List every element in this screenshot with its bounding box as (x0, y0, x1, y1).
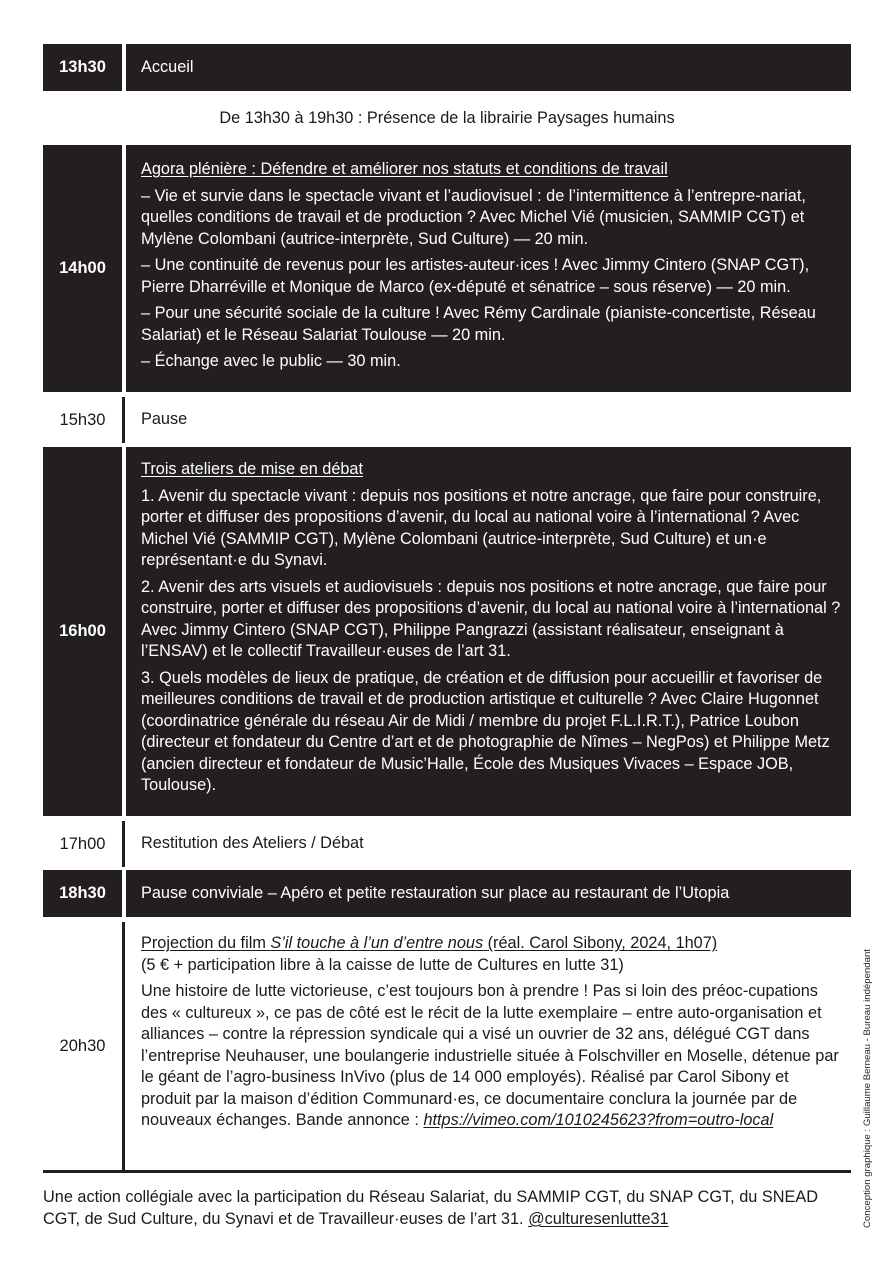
trailer-link[interactable]: https://vimeo.com/1010245623?from=outro-local (423, 1111, 774, 1129)
film-heading (141, 933, 841, 955)
ateliers-title: Trois ateliers de mise en débat (141, 460, 364, 478)
row-content (141, 459, 841, 816)
time-label: 18h30 (59, 884, 106, 902)
film-price: (5 € + participation libre à la caisse de lutte de Cultures en lutte 31) (141, 955, 624, 974)
agora-item: – Une continuité de revenus pour les artistes-auteur·ices ! Avec Jimmy Cintero (SNAP CGT), Pierre Dharréville et Monique de Marco (ex-député et sénatrice – sous réserve) — 20 min. (141, 256, 810, 296)
row-title (141, 44, 841, 91)
atelier-item: 3. Quels modèles de lieux de pratique, de création et de diffusion pour accueillir et favoriser de meilleures conditions de travail et de production artistique et culturelle ? Avec Claire Hugonnet (coordinatrice générale du réseau Air de Midi / membre du projet F.L.I.R.T.), Patrice Loubon (directeur et fondateur du Centre d’art et de photographie de Nîmes – NegPos) et Philippe Metz (ancien directeur et fondateur de Music’Halle, École des Musiques Vivaces – Espace JOB, Toulouse). (141, 668, 830, 794)
time-divider (122, 922, 125, 1170)
schedule-row-accueil (43, 44, 851, 91)
time-divider (122, 447, 126, 816)
film-title: S’il touche à l’un d’entre nous (270, 934, 484, 952)
time-label: 13h30 (59, 58, 106, 76)
footer-text (43, 1187, 843, 1230)
time-label: 17h00 (59, 834, 106, 853)
row-content (141, 933, 841, 1170)
time-label: 16h00 (59, 622, 106, 640)
time-label: 14h00 (59, 259, 106, 277)
agora-title: Agora plénière : Défendre et améliorer nos statuts et conditions de travail (141, 160, 668, 178)
schedule-row-projection (43, 922, 851, 1170)
row-title-text: Pause (141, 410, 188, 429)
row-content (141, 159, 841, 392)
row-title-text: Pause conviviale – Apéro et petite restauration sur place au restaurant de l’Utopia (141, 883, 730, 902)
row-title-text: Accueil (141, 57, 194, 76)
film-heading-suffix: (réal. Carol Sibony, 2024, 1h07) (483, 934, 718, 952)
footer-participants: Une action collégiale avec la participation du Réseau Salariat, du SAMMIP CGT, du SNAP CGT, du SNEAD CGT, de Sud Culture, du Synavi et de Travailleur·euses de l’art 31. (43, 1188, 818, 1228)
schedule-row-ateliers (43, 447, 851, 816)
schedule-row-restitution (43, 821, 851, 867)
footer-rule (43, 1170, 851, 1173)
time-divider (122, 44, 126, 91)
agora-item: – Pour une sécurité sociale de la culture ! Avec Rémy Cardinale (pianiste-concertiste, Réseau Salariat) et le Réseau Salariat Toulouse — 20 min. (141, 304, 816, 344)
time-label: 20h30 (59, 1036, 106, 1055)
agora-item: – Échange avec le public — 30 min. (141, 352, 401, 370)
row-title (141, 821, 841, 867)
schedule-row-pause (43, 397, 851, 443)
film-description (141, 981, 841, 1132)
row-title (141, 397, 841, 443)
design-credit: Conception graphique : Guillaume Berneau - Bureau indépendant (862, 949, 873, 1228)
time-divider (122, 145, 126, 392)
row-title-text: Restitution des Ateliers / Débat (141, 834, 364, 853)
row-title (141, 870, 841, 917)
atelier-item: 2. Avenir des arts visuels et audiovisuels : depuis nos positions et notre ancrage, que faire pour construire, porter et diffuser des propositions d’avenir, du local au national voire à l’international ? Avec Jimmy Cintero (SNAP CGT), Philippe Pangrazzi (assistant réalisateur, enseignant à l’ENSAV) et le collectif Travailleur·euses de l’art 31. (141, 577, 841, 660)
librairie-note: De 13h30 à 19h30 : Présence de la librairie Paysages humains (219, 109, 675, 127)
schedule-row-pause-conviviale (43, 870, 851, 917)
atelier-item: 1. Avenir du spectacle vivant : depuis nos positions et notre ancrage, que faire pour construire, porter et diffuser des propositions d’avenir, du local au national voire à l’international ? Avec Michel Vié (SAMMIP CGT), Mylène Colombani (autrice-interprète, Sud Culture) et un·e représentant·e du Synavi. (141, 486, 822, 569)
film-heading-prefix: Projection du film (141, 934, 271, 952)
agora-item: – Vie et survie dans le spectacle vivant et l’audiovisuel : de l’intermittence à l’entrepre-nariat, quelles conditions de travail et de production ? Avec Michel Vié (musicien, SAMMIP CGT) et Mylène Colombani (autrice-interprète, Sud Culture) — 20 min. (141, 186, 806, 248)
time-label: 15h30 (59, 410, 106, 429)
time-divider (122, 870, 126, 917)
time-divider (122, 821, 125, 867)
schedule-row-agora (43, 145, 851, 392)
time-divider (122, 397, 125, 443)
social-handle[interactable]: @culturesenlutte31 (528, 1209, 669, 1228)
film-description-text: Une histoire de lutte victorieuse, c’est toujours bon à prendre ! Pas si loin des préoc-cupations des « cultureux », ce pas de côté est le récit de la lutte exemplaire – entre auto-organisation et alliances – contre la répression syndicale qui a visé un ouvrier de 32 ans, délégué CGT dans l’entreprise Neuhauser, une boulangerie industrielle située à Folschviller en Moselle, détenue par le géant de l’agro-business InVivo (plus de 14 000 employés). Réalisé par Carol Sibony et produit par la maison d’édition Communard·es, ce documentaire conclura la journée par de nouveaux échanges. Bande annonce : (141, 982, 839, 1129)
